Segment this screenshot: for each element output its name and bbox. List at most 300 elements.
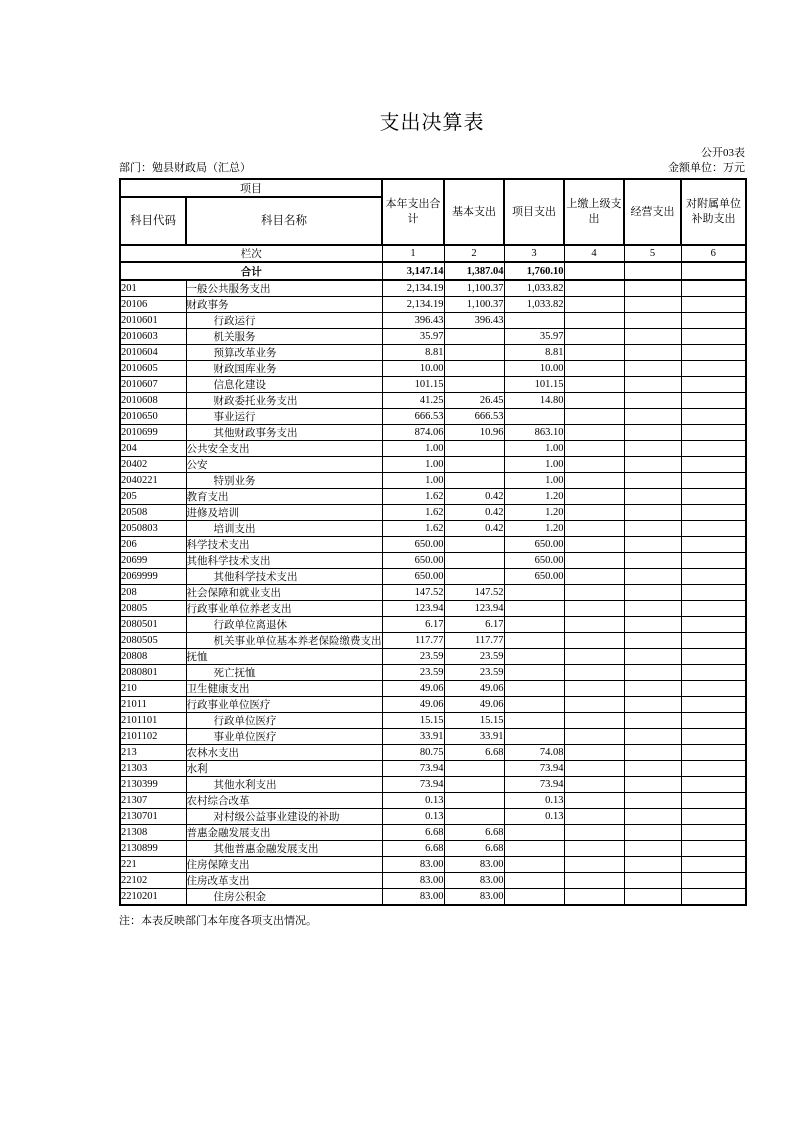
row-value-6	[681, 425, 746, 441]
row-value-3	[504, 633, 564, 649]
row-value-4	[564, 761, 624, 777]
row-value-5	[624, 809, 681, 825]
table-row	[120, 489, 746, 505]
row-value-5	[624, 521, 681, 537]
row-value-4	[564, 361, 624, 377]
row-value-1: 41.25	[382, 393, 444, 409]
row-name: 特别业务	[186, 473, 382, 489]
row-value-1: 1.00	[382, 473, 444, 489]
row-value-1: 1.00	[382, 441, 444, 457]
column-index-2: 2	[444, 245, 504, 262]
row-value-3	[504, 601, 564, 617]
row-value-5	[624, 280, 681, 297]
row-value-6	[681, 713, 746, 729]
row-name: 其他科学技术支出	[186, 569, 382, 585]
header-col-project: 项目支出	[504, 179, 564, 245]
row-value-3	[504, 649, 564, 665]
row-value-1: 23.59	[382, 665, 444, 681]
row-value-2: 83.00	[444, 873, 504, 889]
table-row	[120, 681, 746, 697]
row-value-4	[564, 297, 624, 313]
row-name: 农村综合改革	[186, 793, 382, 809]
row-code: 20808	[120, 649, 186, 665]
row-value-6	[681, 633, 746, 649]
row-value-1: 123.94	[382, 601, 444, 617]
row-value-1: 0.13	[382, 809, 444, 825]
row-code: 204	[120, 441, 186, 457]
row-value-5	[624, 697, 681, 713]
row-value-2: 396.43	[444, 313, 504, 329]
row-value-3: 650.00	[504, 553, 564, 569]
row-value-3	[504, 873, 564, 889]
expenditure-table	[119, 178, 747, 906]
row-name: 培训支出	[186, 521, 382, 537]
row-value-1: 23.59	[382, 649, 444, 665]
row-code: 210	[120, 681, 186, 697]
row-value-3	[504, 585, 564, 601]
row-name: 其他科学技术支出	[186, 553, 382, 569]
table-header	[120, 179, 746, 280]
row-value-3	[504, 825, 564, 841]
row-value-2	[444, 793, 504, 809]
row-value-6	[681, 809, 746, 825]
row-name: 普惠金融发展支出	[186, 825, 382, 841]
row-name: 机关服务	[186, 329, 382, 345]
row-value-1: 2,134.19	[382, 280, 444, 297]
row-code: 2080801	[120, 665, 186, 681]
row-value-1: 650.00	[382, 553, 444, 569]
column-index-3: 3	[504, 245, 564, 262]
row-value-4	[564, 473, 624, 489]
table-row	[120, 585, 746, 601]
row-code: 20699	[120, 553, 186, 569]
row-value-5	[624, 585, 681, 601]
row-value-5	[624, 345, 681, 361]
row-value-2	[444, 441, 504, 457]
row-name: 抚恤	[186, 649, 382, 665]
row-value-4	[564, 793, 624, 809]
row-value-2: 49.06	[444, 697, 504, 713]
row-value-5	[624, 841, 681, 857]
row-value-4	[564, 601, 624, 617]
row-code: 21011	[120, 697, 186, 713]
row-value-3	[504, 713, 564, 729]
row-name: 住房保障支出	[186, 857, 382, 873]
row-name: 行政事业单位医疗	[186, 697, 382, 713]
row-value-3: 35.97	[504, 329, 564, 345]
row-name: 一般公共服务支出	[186, 280, 382, 297]
row-value-3: 1.20	[504, 489, 564, 505]
row-value-5	[624, 361, 681, 377]
row-value-4	[564, 537, 624, 553]
table-row	[120, 873, 746, 889]
row-code: 205	[120, 489, 186, 505]
row-name: 行政单位医疗	[186, 713, 382, 729]
row-value-1: 6.17	[382, 617, 444, 633]
table-row	[120, 569, 746, 585]
report-content	[119, 0, 745, 928]
table-row	[120, 457, 746, 473]
row-code: 20106	[120, 297, 186, 313]
row-value-5	[624, 425, 681, 441]
table-row	[120, 857, 746, 873]
row-name: 其他普惠金融发展支出	[186, 841, 382, 857]
table-row	[120, 793, 746, 809]
row-value-6	[681, 313, 746, 329]
row-code: 2010699	[120, 425, 186, 441]
row-name: 事业运行	[186, 409, 382, 425]
row-name: 行政单位离退休	[186, 617, 382, 633]
row-code: 2210201	[120, 889, 186, 906]
table-row	[120, 425, 746, 441]
row-value-4	[564, 697, 624, 713]
row-value-2: 117.77	[444, 633, 504, 649]
row-value-5	[624, 601, 681, 617]
row-value-3	[504, 681, 564, 697]
row-value-5	[624, 889, 681, 906]
column-index-6: 6	[681, 245, 746, 262]
row-value-4	[564, 777, 624, 793]
total-value-3: 1,760.10	[504, 262, 564, 280]
row-value-6	[681, 361, 746, 377]
row-value-3	[504, 889, 564, 906]
row-code: 2050803	[120, 521, 186, 537]
row-value-4	[564, 665, 624, 681]
row-value-4	[564, 425, 624, 441]
row-value-1: 83.00	[382, 857, 444, 873]
row-value-1: 101.15	[382, 377, 444, 393]
row-value-6	[681, 697, 746, 713]
header-col-upturned: 上缴上级支出	[564, 179, 624, 245]
row-value-1: 1.00	[382, 457, 444, 473]
row-value-5	[624, 825, 681, 841]
total-value-4	[564, 262, 624, 280]
row-value-4	[564, 441, 624, 457]
row-value-1: 49.06	[382, 681, 444, 697]
row-value-1: 10.00	[382, 361, 444, 377]
row-value-3: 14.80	[504, 393, 564, 409]
row-name: 行政运行	[186, 313, 382, 329]
row-name: 公共安全支出	[186, 441, 382, 457]
header-col-operating: 经营支出	[624, 179, 681, 245]
footnote: 注：本表反映部门本年度各项支出情况。	[119, 915, 317, 927]
row-value-2: 83.00	[444, 889, 504, 906]
row-value-4	[564, 280, 624, 297]
header-project-group: 项目	[120, 179, 382, 197]
row-value-3: 74.08	[504, 745, 564, 761]
row-value-3	[504, 697, 564, 713]
row-value-6	[681, 569, 746, 585]
row-value-5	[624, 649, 681, 665]
row-name: 对村级公益事业建设的补助	[186, 809, 382, 825]
row-value-3	[504, 617, 564, 633]
row-value-6	[681, 617, 746, 633]
row-value-4	[564, 713, 624, 729]
row-value-6	[681, 457, 746, 473]
row-value-5	[624, 777, 681, 793]
row-value-2: 23.59	[444, 649, 504, 665]
row-value-5	[624, 473, 681, 489]
row-code: 2010650	[120, 409, 186, 425]
row-value-1: 6.68	[382, 825, 444, 841]
table-row	[120, 697, 746, 713]
row-value-4	[564, 809, 624, 825]
table-row	[120, 393, 746, 409]
row-name: 行政事业单位养老支出	[186, 601, 382, 617]
row-code: 208	[120, 585, 186, 601]
row-value-5	[624, 857, 681, 873]
row-value-4	[564, 617, 624, 633]
row-value-6	[681, 665, 746, 681]
row-value-5	[624, 617, 681, 633]
row-value-1: 396.43	[382, 313, 444, 329]
row-code: 2130899	[120, 841, 186, 857]
row-value-6	[681, 825, 746, 841]
row-value-2	[444, 457, 504, 473]
row-value-5	[624, 745, 681, 761]
row-value-4	[564, 457, 624, 473]
row-code: 2069999	[120, 569, 186, 585]
row-value-5	[624, 313, 681, 329]
row-value-3: 8.81	[504, 345, 564, 361]
row-value-3: 1,033.82	[504, 297, 564, 313]
table-code-label: 公开03表	[701, 147, 745, 159]
row-value-4	[564, 569, 624, 585]
header-col-total-this-year: 本年支出合计	[382, 179, 444, 245]
table-row	[120, 473, 746, 489]
row-value-2: 26.45	[444, 393, 504, 409]
row-value-5	[624, 457, 681, 473]
row-value-1: 0.13	[382, 793, 444, 809]
row-value-6	[681, 873, 746, 889]
row-value-5	[624, 377, 681, 393]
row-value-3: 10.00	[504, 361, 564, 377]
row-name: 公安	[186, 457, 382, 473]
row-code: 2130701	[120, 809, 186, 825]
row-value-4	[564, 521, 624, 537]
row-value-3: 1.00	[504, 457, 564, 473]
row-value-2: 33.91	[444, 729, 504, 745]
row-code: 2010604	[120, 345, 186, 361]
table-row	[120, 633, 746, 649]
row-value-5	[624, 569, 681, 585]
row-code: 2010605	[120, 361, 186, 377]
row-value-1: 83.00	[382, 873, 444, 889]
row-value-2: 0.42	[444, 521, 504, 537]
row-value-3: 1.00	[504, 473, 564, 489]
row-value-2	[444, 473, 504, 489]
row-value-2: 83.00	[444, 857, 504, 873]
table-row	[120, 809, 746, 825]
row-name: 住房改革支出	[186, 873, 382, 889]
table-row	[120, 729, 746, 745]
row-value-3: 73.94	[504, 777, 564, 793]
row-name: 水利	[186, 761, 382, 777]
row-value-4	[564, 409, 624, 425]
row-value-6	[681, 473, 746, 489]
row-value-2: 6.68	[444, 841, 504, 857]
row-code: 213	[120, 745, 186, 761]
row-value-1: 83.00	[382, 889, 444, 906]
row-value-2	[444, 345, 504, 361]
row-value-5	[624, 553, 681, 569]
table-row	[120, 297, 746, 313]
row-value-2	[444, 361, 504, 377]
row-value-6	[681, 329, 746, 345]
table-row	[120, 601, 746, 617]
meta-line	[119, 161, 745, 175]
row-value-5	[624, 297, 681, 313]
row-value-1: 33.91	[382, 729, 444, 745]
row-code: 2101102	[120, 729, 186, 745]
row-name: 信息化建设	[186, 377, 382, 393]
row-value-4	[564, 841, 624, 857]
row-value-6	[681, 761, 746, 777]
row-value-6	[681, 377, 746, 393]
row-value-6	[681, 505, 746, 521]
row-value-3: 0.13	[504, 809, 564, 825]
row-value-2	[444, 777, 504, 793]
row-value-3: 1.20	[504, 521, 564, 537]
row-value-1: 35.97	[382, 329, 444, 345]
table-row	[120, 761, 746, 777]
row-value-6	[681, 409, 746, 425]
row-value-3	[504, 857, 564, 873]
row-value-4	[564, 585, 624, 601]
table-row	[120, 713, 746, 729]
row-name: 财政委托业务支出	[186, 393, 382, 409]
row-value-1: 73.94	[382, 777, 444, 793]
row-value-2	[444, 569, 504, 585]
page-title: 支出决算表	[379, 112, 485, 134]
row-code: 2010607	[120, 377, 186, 393]
row-value-6	[681, 553, 746, 569]
row-name: 其他财政事务支出	[186, 425, 382, 441]
row-value-1: 1.62	[382, 489, 444, 505]
table-row	[120, 841, 746, 857]
row-name: 事业单位医疗	[186, 729, 382, 745]
row-value-5	[624, 761, 681, 777]
row-value-3: 650.00	[504, 569, 564, 585]
header-col-basic: 基本支出	[444, 179, 504, 245]
row-value-1: 1.62	[382, 505, 444, 521]
row-value-3: 650.00	[504, 537, 564, 553]
row-code: 21308	[120, 825, 186, 841]
row-value-4	[564, 329, 624, 345]
row-value-6	[681, 489, 746, 505]
header-subject-name: 科目名称	[186, 197, 382, 245]
row-name: 进修及培训	[186, 505, 382, 521]
row-value-6	[681, 681, 746, 697]
row-value-2: 23.59	[444, 665, 504, 681]
column-index-1: 1	[382, 245, 444, 262]
row-code: 221	[120, 857, 186, 873]
row-code: 22102	[120, 873, 186, 889]
table-row	[120, 409, 746, 425]
row-name: 住房公积金	[186, 889, 382, 906]
row-value-2: 1,100.37	[444, 297, 504, 313]
header-subject-code: 科目代码	[120, 197, 186, 245]
row-value-2: 666.53	[444, 409, 504, 425]
row-value-6	[681, 601, 746, 617]
row-value-1: 1.62	[382, 521, 444, 537]
row-name: 科学技术支出	[186, 537, 382, 553]
row-value-6	[681, 393, 746, 409]
row-value-5	[624, 393, 681, 409]
row-value-1: 650.00	[382, 569, 444, 585]
row-value-5	[624, 873, 681, 889]
row-name: 农林水支出	[186, 745, 382, 761]
department-label: 部门：勉县财政局（汇总）	[119, 162, 251, 174]
row-name: 教育支出	[186, 489, 382, 505]
row-value-2: 6.17	[444, 617, 504, 633]
row-value-6	[681, 441, 746, 457]
row-code: 2101101	[120, 713, 186, 729]
total-value-1: 3,147.14	[382, 262, 444, 280]
row-value-1: 147.52	[382, 585, 444, 601]
table-body	[120, 280, 746, 905]
row-value-1: 6.68	[382, 841, 444, 857]
row-value-2	[444, 537, 504, 553]
column-index-label: 栏次	[120, 245, 382, 262]
row-value-3: 0.13	[504, 793, 564, 809]
row-value-6	[681, 745, 746, 761]
row-value-3: 101.15	[504, 377, 564, 393]
row-value-2: 1,100.37	[444, 280, 504, 297]
row-name: 卫生健康支出	[186, 681, 382, 697]
row-value-3	[504, 665, 564, 681]
row-code: 201	[120, 280, 186, 297]
table-row	[120, 553, 746, 569]
row-code: 2080501	[120, 617, 186, 633]
row-value-4	[564, 377, 624, 393]
row-value-6	[681, 889, 746, 906]
row-value-6	[681, 521, 746, 537]
row-value-5	[624, 713, 681, 729]
row-value-1: 117.77	[382, 633, 444, 649]
row-value-2: 6.68	[444, 825, 504, 841]
row-code: 21303	[120, 761, 186, 777]
row-value-3	[504, 729, 564, 745]
row-value-1: 15.15	[382, 713, 444, 729]
row-value-2: 10.96	[444, 425, 504, 441]
row-code: 2130399	[120, 777, 186, 793]
table-row	[120, 649, 746, 665]
row-value-5	[624, 505, 681, 521]
row-name: 财政事务	[186, 297, 382, 313]
table-row	[120, 777, 746, 793]
table-row	[120, 617, 746, 633]
row-value-4	[564, 393, 624, 409]
column-index-4: 4	[564, 245, 624, 262]
row-value-2	[444, 377, 504, 393]
row-value-1: 874.06	[382, 425, 444, 441]
row-value-2: 123.94	[444, 601, 504, 617]
table-row	[120, 329, 746, 345]
row-value-4	[564, 857, 624, 873]
row-value-4	[564, 553, 624, 569]
total-label: 合计	[120, 262, 382, 280]
row-value-5	[624, 665, 681, 681]
row-value-5	[624, 793, 681, 809]
row-value-2	[444, 553, 504, 569]
row-code: 20805	[120, 601, 186, 617]
row-value-4	[564, 345, 624, 361]
row-value-3	[504, 313, 564, 329]
row-value-6	[681, 793, 746, 809]
row-name: 财政国库业务	[186, 361, 382, 377]
row-value-2: 147.52	[444, 585, 504, 601]
